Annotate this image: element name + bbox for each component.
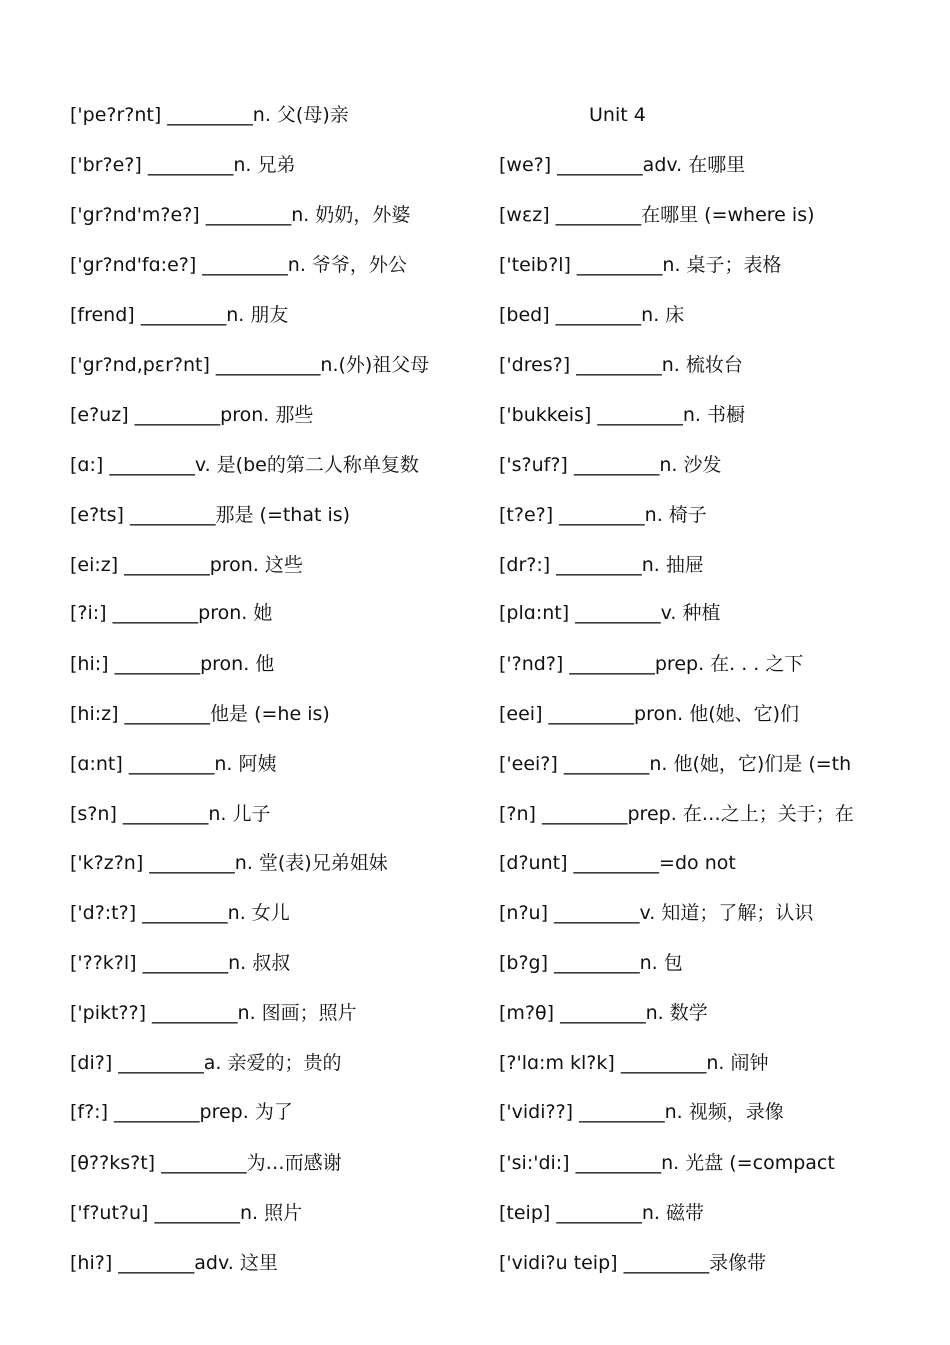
vocab-row: [ei:z] _________pron. 这些 <box>70 554 303 576</box>
vocab-row: ['eei?] _________n. 他(她，它)们是 (=th <box>499 753 852 775</box>
vocab-row: [t?e?] _________n. 椅子 <box>499 504 707 526</box>
vocab-row: ['gr?nd,pεr?nt] ___________n.(外)祖父母 <box>70 354 430 376</box>
vocab-row: [ɑ:nt] _________n. 阿姨 <box>70 753 277 775</box>
vocab-row: ['dres?] _________n. 梳妆台 <box>499 354 743 376</box>
vocab-row: ['si:'di:] _________n. 光盘 (=compact <box>499 1152 835 1174</box>
vocab-row: [n?u] _________v. 知道；了解；认识 <box>499 902 814 924</box>
vocab-row: ['pikt??] _________n. 图画；照片 <box>70 1002 357 1024</box>
vocab-row: [plɑ:nt] _________v. 种植 <box>499 602 721 624</box>
vocab-row: [b?g] _________n. 包 <box>499 952 683 974</box>
vocab-row: [ɑ:] _________v. 是(be的第二人称单复数 <box>70 454 419 476</box>
vocab-row: [hi?] ________adv. 这里 <box>70 1252 278 1274</box>
vocab-row: [di?] _________a. 亲爱的；贵的 <box>70 1052 342 1074</box>
vocab-row: [e?ts] _________那是 (=that is) <box>70 504 351 526</box>
vocab-row: [frend] _________n. 朋友 <box>70 304 289 326</box>
vocab-row: ['bukkeis] _________n. 书橱 <box>499 404 746 426</box>
vocab-row: ['br?e?] _________n. 兄弟 <box>70 154 296 176</box>
vocab-row: [d?unt] _________=do not <box>499 852 736 874</box>
vocab-row: [?n] _________prep. 在…之上；关于；在 <box>499 803 854 825</box>
vocab-row: [f?:] _________prep. 为了 <box>70 1101 293 1123</box>
vocab-row: ['?nd?] _________prep. 在. . . 之下 <box>499 653 804 675</box>
vocab-row: [teip] _________n. 磁带 <box>499 1202 704 1224</box>
vocab-row: ['gr?nd'fɑ:e?] _________n. 爷爷，外公 <box>70 254 407 276</box>
vocab-row: ['d?:t?] _________n. 女儿 <box>70 902 290 924</box>
vocab-row: [s?n] _________n. 儿子 <box>70 803 271 825</box>
vocab-row: [?i:] _________pron. 她 <box>70 602 273 624</box>
vocab-row: [m?θ] _________n. 数学 <box>499 1002 708 1024</box>
vocab-row: [?'lɑ:m kl?k] _________n. 闹钟 <box>499 1052 769 1074</box>
vocab-row: [hi:] _________pron. 他 <box>70 653 275 675</box>
vocab-row: [e?uz] _________pron. 那些 <box>70 404 314 426</box>
vocab-row: [bed] _________n. 床 <box>499 304 685 326</box>
vocab-row: ['f?ut?u] _________n. 照片 <box>70 1202 303 1224</box>
vocab-row: ['s?uf?] _________n. 沙发 <box>499 454 722 476</box>
vocab-row: [θ??ks?t] _________为…而感谢 <box>70 1152 342 1174</box>
vocab-row: ['pe?r?nt] _________n. 父(母)亲 <box>70 104 349 126</box>
vocab-row: [hi:z] _________他是 (=he is) <box>70 703 330 725</box>
vocab-row: ['k?z?n] _________n. 堂(表)兄弟姐妹 <box>70 852 388 874</box>
vocab-row: [we?] _________adv. 在哪里 <box>499 154 746 176</box>
vocab-row: ['teib?l] _________n. 桌子；表格 <box>499 254 782 276</box>
vocab-row: [dr?:] _________n. 抽屉 <box>499 554 704 576</box>
unit-heading: Unit 4 <box>589 104 646 126</box>
vocab-row: ['??k?l] _________n. 叔叔 <box>70 952 291 974</box>
vocab-row: [wεz] _________在哪里 (=where is) <box>499 204 815 226</box>
vocab-row: ['vidi??] _________n. 视频，录像 <box>499 1101 784 1123</box>
vocab-row: [eei] _________pron. 他(她、它)们 <box>499 703 800 725</box>
vocab-row: ['vidi?u teip] _________录像带 <box>499 1252 767 1274</box>
vocab-row: ['gr?nd'm?e?] _________n. 奶奶，外婆 <box>70 204 411 226</box>
